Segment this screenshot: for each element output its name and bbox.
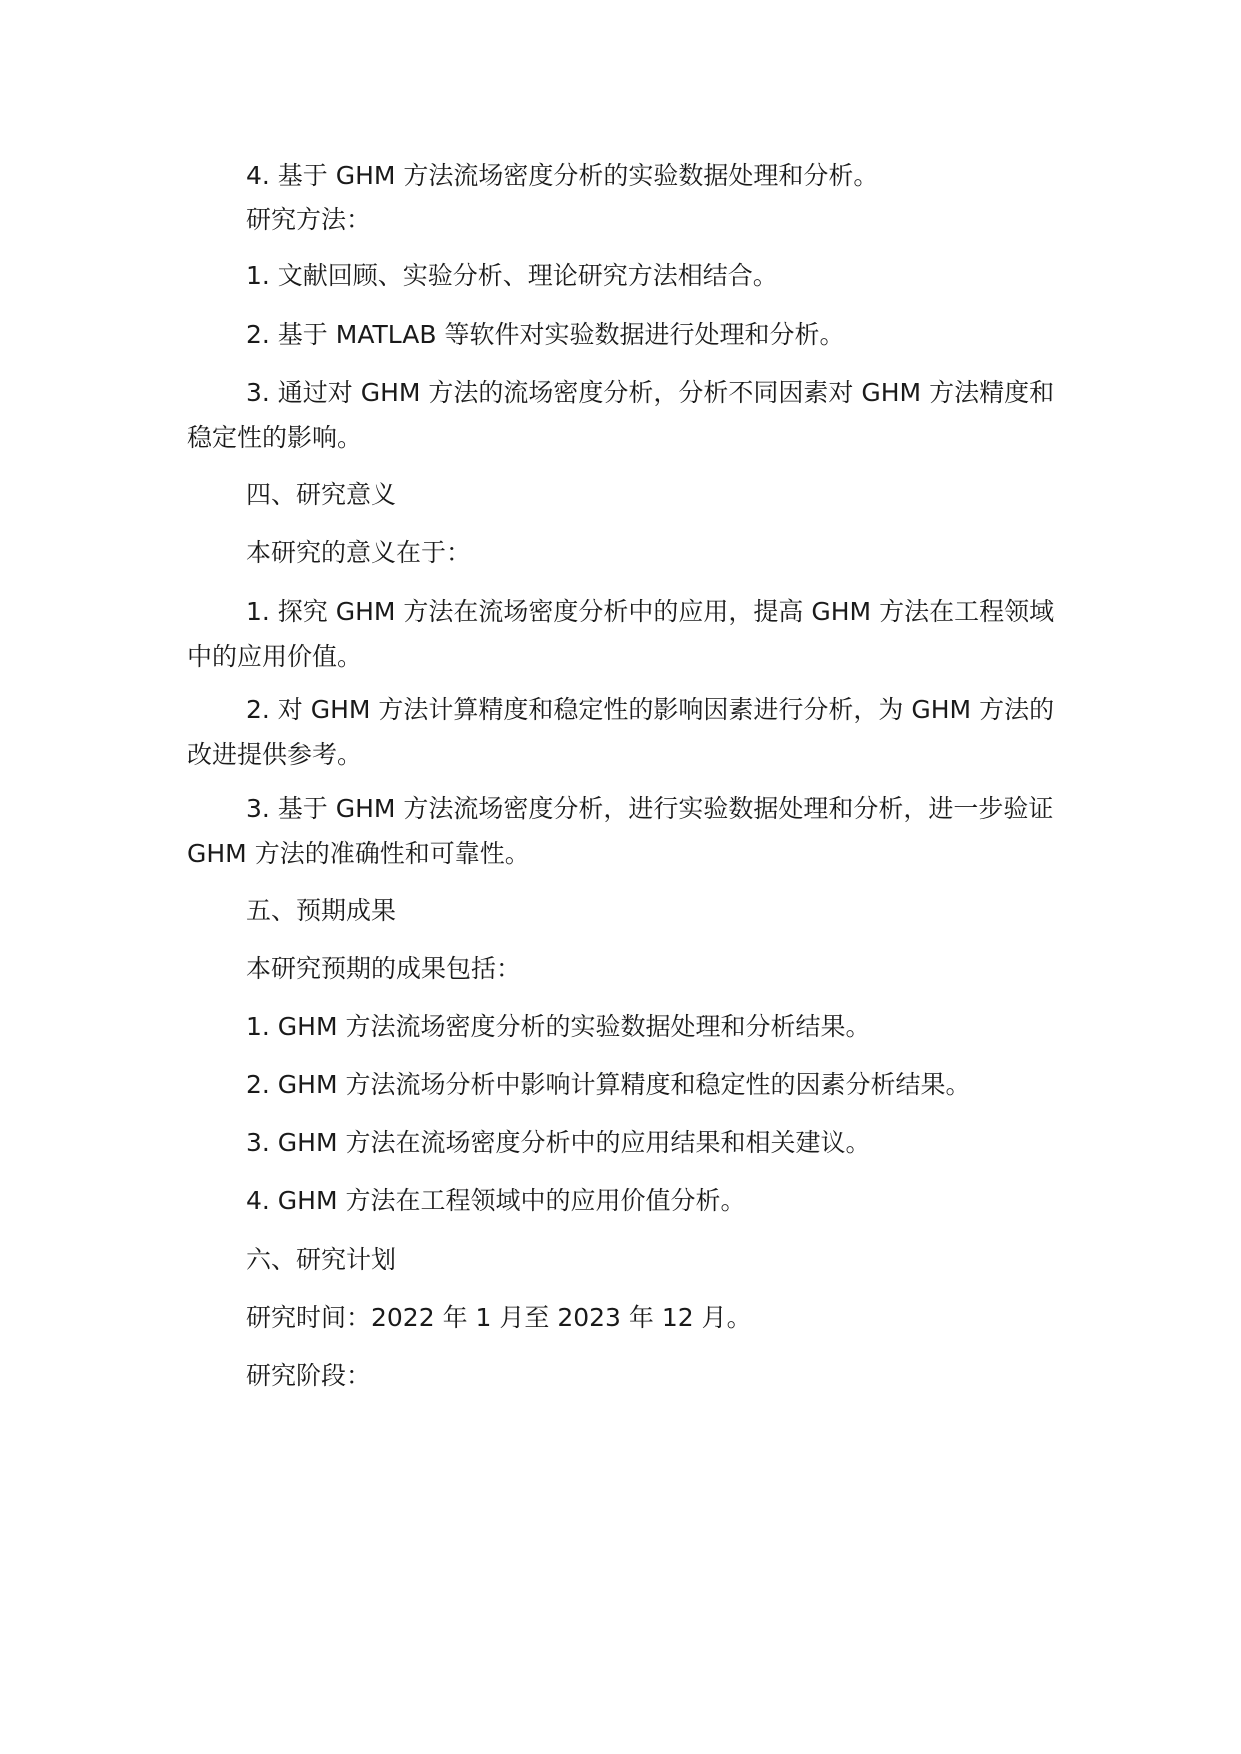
paragraph-expected-4: 4. GHM 方法在工程领域中的应用价值分析。 xyxy=(246,1186,746,1215)
paragraph-method-3: 3. 通过对 GHM 方法的流场密度分析，分析不同因素对 GHM 方法精度和稳定性的影响。 xyxy=(187,378,1055,452)
paragraph-research-methods-heading: 研究方法： xyxy=(246,205,372,234)
paragraph-significance-3: 3. 基于 GHM 方法流场密度分析，进行实验数据处理和分析，进一步验证 GHM 方法的准确性和可靠性。 xyxy=(187,794,1054,868)
paragraph-significance-intro: 本研究的意义在于： xyxy=(246,538,472,567)
paragraph-significance-1: 1. 探究 GHM 方法在流场密度分析中的应用，提高 GHM 方法在工程领域中的应用价值。 xyxy=(187,597,1055,671)
paragraph-content-item-4: 4. 基于 GHM 方法流场密度分析的实验数据处理和分析。 xyxy=(246,161,879,190)
section-heading-significance: 四、研究意义 xyxy=(246,480,397,509)
section-heading-research-plan: 六、研究计划 xyxy=(246,1245,397,1274)
section-heading-expected-results: 五、预期成果 xyxy=(246,896,397,925)
paragraph-method-2: 2. 基于 MATLAB 等软件对实验数据进行处理和分析。 xyxy=(246,320,845,349)
paragraph-expected-3: 3. GHM 方法在流场密度分析中的应用结果和相关建议。 xyxy=(246,1128,871,1157)
paragraph-expected-intro: 本研究预期的成果包括： xyxy=(246,954,522,983)
paragraph-expected-1: 1. GHM 方法流场密度分析的实验数据处理和分析结果。 xyxy=(246,1012,871,1041)
paragraph-method-1: 1. 文献回顾、实验分析、理论研究方法相结合。 xyxy=(246,261,778,290)
paragraph-research-stages: 研究阶段： xyxy=(246,1361,372,1390)
paragraph-significance-2: 2. 对 GHM 方法计算精度和稳定性的影响因素进行分析，为 GHM 方法的改进提供参考。 xyxy=(187,695,1055,769)
paragraph-research-time: 研究时间：2022 年 1 月至 2023 年 12 月。 xyxy=(246,1303,752,1332)
paragraph-expected-2: 2. GHM 方法流场分析中影响计算精度和稳定性的因素分析结果。 xyxy=(246,1070,971,1099)
